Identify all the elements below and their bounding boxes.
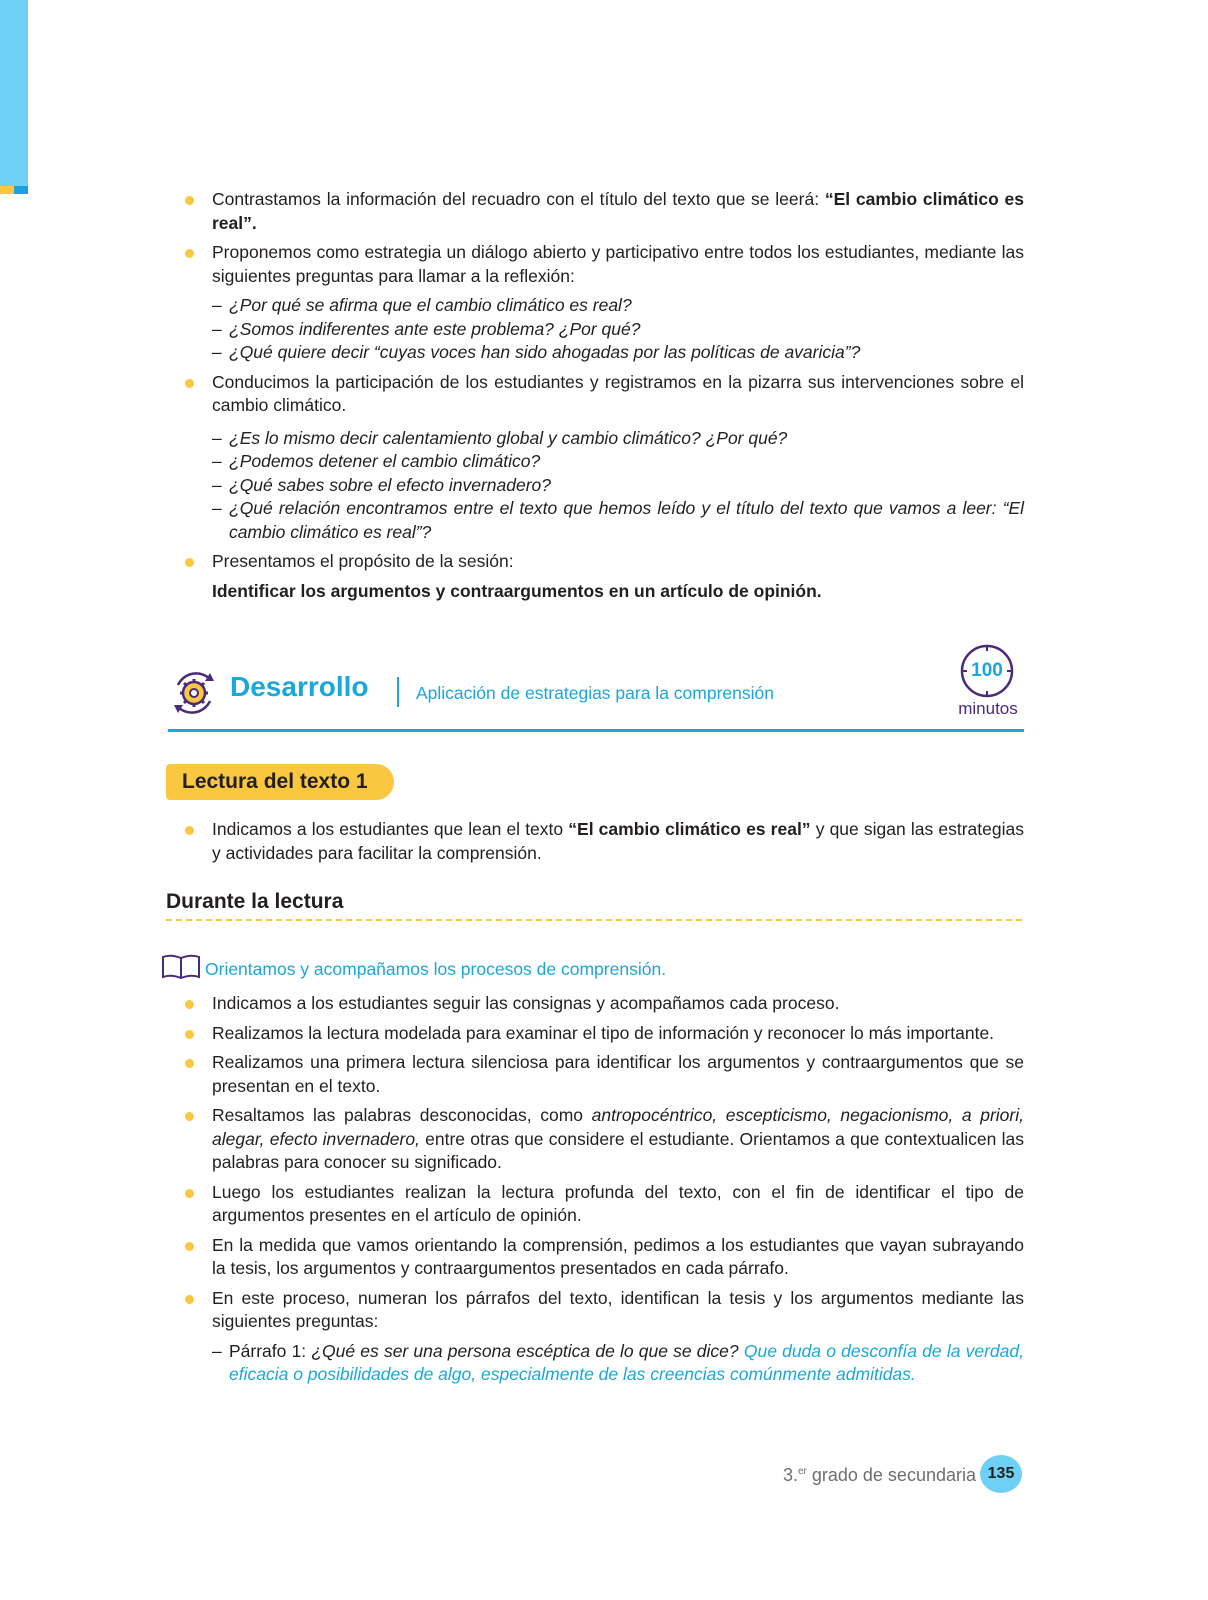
paragraph-question: – Párrafo 1: ¿Qué es ser una persona escéptica de lo que se dice? Que duda o desconfía de la verdad, eficacia o posibilidades de algo, especialmente de las creencias comúnmente admitidas. — [212, 1340, 1024, 1384]
lectura-section — [168, 818, 1024, 871]
question-item: – ¿Podemos detener el cambio climático? — [212, 451, 541, 471]
list-item: Realizamos una primera lectura silenciosa para identificar los argumentos y contraargumentos que se presentan en el texto. — [168, 1051, 1024, 1098]
orient-text: Orientamos y acompañamos los procesos de comprensión. — [205, 959, 667, 979]
grade-label: 3.$^{er}$ grado de secundaria — [782, 1465, 976, 1485]
page-number: 135 — [980, 1455, 1022, 1493]
list-item: Indicamos a los estudiantes seguir las consignas y acompañamos cada proceso. — [168, 992, 1024, 1016]
section-subtitle: Aplicación de estrategias para la comprensión — [416, 683, 774, 703]
open-book-icon — [160, 953, 202, 981]
side-tab-accent-yellow — [0, 186, 14, 194]
list-item: Indicamos a los estudiantes que lean el texto “El cambio climático es real” y que sigan las estrategias y actividades para facilitar la comprensión. — [168, 818, 1024, 865]
bullet-dot-icon — [185, 1030, 194, 1039]
side-tab-accent-blue — [14, 186, 28, 194]
bullet-dot-icon — [185, 1059, 194, 1068]
section-title: Desarrollo — [230, 671, 369, 702]
bullet-dot-icon — [185, 1242, 194, 1251]
question-item: – ¿Por qué se afirma que el cambio climático es real? — [212, 295, 632, 315]
bullet-dot-icon — [185, 558, 194, 567]
list-item: Realizamos la lectura modelada para examinar el tipo de información y reconocer lo más importante. — [168, 1022, 1024, 1046]
list-item: Luego los estudiantes realizan la lectura profunda del texto, con el fin de identificar el tipo de argumentos presentes en el artículo de opinión. — [168, 1181, 1024, 1228]
list-item: En este proceso, numeran los párrafos del texto, identifican la tesis y los argumentos mediante las siguientes preguntas: — [168, 1287, 1024, 1334]
list-item: Proponemos como estrategia un diálogo abierto y participativo entre todos los estudiantes, mediante las siguientes preguntas para llamar a la reflexión: — [168, 241, 1024, 288]
timer-unit: minutos — [958, 699, 1018, 718]
timer-value: 100 — [971, 660, 1003, 681]
question-item: – ¿Somos indiferentes ante este problema? ¿Por qué? — [212, 318, 641, 339]
bullet-dot-icon — [185, 379, 194, 388]
header-rule — [168, 729, 1024, 732]
bullet-dot-icon — [185, 826, 194, 835]
title-divider — [397, 677, 399, 707]
question-item: – ¿Qué quiere decir “cuyas voces han sido ahogadas por las políticas de avaricia”? — [212, 342, 861, 362]
list-item: Resaltamos las palabras desconocidas, como antropocéntrico, escepticismo, negacionismo, a priori, alegar, efecto invernadero, entre otras que considere el estudiante. Orientamos a que contextualicen las palabras para conocer su significado. — [168, 1104, 1024, 1175]
session-purpose: Identificar los argumentos y contraargumentos en un artículo de opinión. — [212, 580, 822, 601]
question-item: – ¿Es lo mismo decir calentamiento global y cambio climático? ¿Por qué? — [212, 427, 788, 448]
bullet-dot-icon — [185, 1000, 194, 1009]
bullet-dot-icon — [185, 1112, 194, 1121]
bullet-dot-icon — [185, 249, 194, 258]
lectura-pill — [166, 764, 394, 800]
gear-arrows-icon — [168, 667, 220, 719]
bullet-dot-icon — [185, 196, 194, 205]
list-item: Presentamos el propósito de la sesión: — [168, 550, 1024, 574]
list-item: En la medida que vamos orientando la comprensión, pedimos a los estudiantes que vayan subrayando la tesis, los argumentos y contraargumentos presentados en cada párrafo. — [168, 1234, 1024, 1281]
durante-dashed-rule — [166, 919, 1022, 921]
bullet-dot-icon — [185, 1295, 194, 1304]
bullet-dot-icon — [185, 1189, 194, 1198]
desarrollo-header — [168, 643, 1024, 735]
durante-list — [168, 992, 1024, 1387]
question-item: – ¿Qué sabes sobre el efecto invernadero? — [212, 474, 551, 495]
question-item: – ¿Qué relación encontramos entre el texto que hemos leído y el título del texto que vamos a leer: “El cambio climático es real”? — [212, 498, 1024, 542]
list-item: Conducimos la participación de los estudiantes y registramos en la pizarra sus intervenciones sobre el cambio climático. — [168, 371, 1024, 418]
side-tab-decoration — [0, 0, 28, 186]
inicio-section — [168, 188, 1024, 603]
durante-heading: Durante la lectura — [166, 890, 344, 913]
list-item: Contrastamos la información del recuadro con el título del texto que se leerá: “El cambio climático es real”. — [168, 188, 1024, 235]
lectura-pill-label: Lectura del texto 1 — [182, 770, 368, 793]
